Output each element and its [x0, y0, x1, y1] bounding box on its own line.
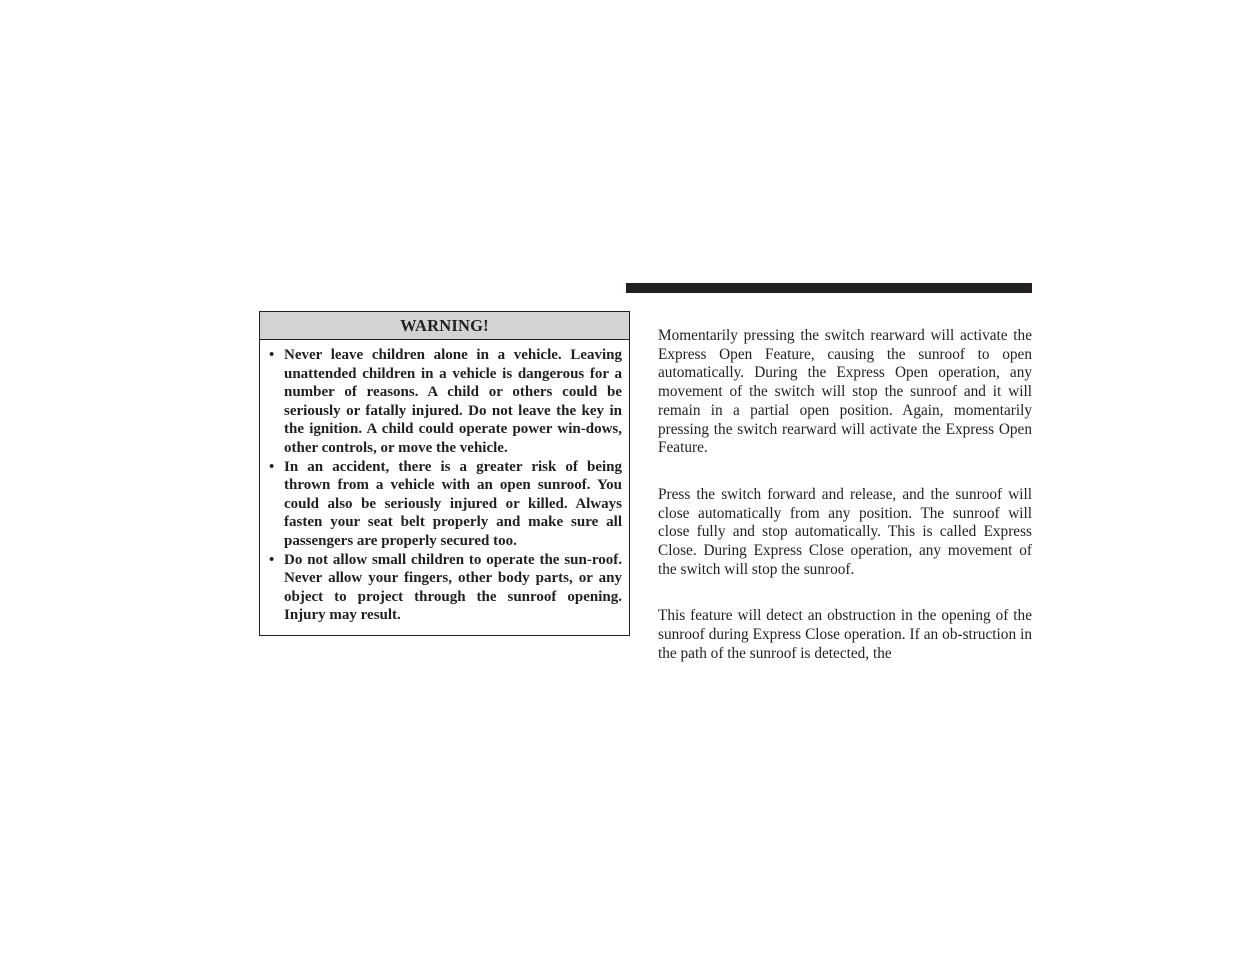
warning-item: [260, 458, 622, 551]
warning-box: [259, 311, 630, 636]
warning-item-text: In an accident, there is a greater risk of being thrown from a vehicle with an open sunroof. You could also be seriously injured or killed. Always fasten your seat belt properly and make sure all passengers are properly secured too.: [284, 458, 622, 549]
warning-item: [260, 346, 622, 458]
bullet-icon: •: [269, 347, 275, 363]
warning-item-text: Do not allow small children to operate the sun-roof. Never allow your fingers, other body parts, or any object to project through the sunroof opening. Injury may result.: [284, 551, 622, 624]
paragraph: This feature will detect an obstruction in the opening of the sunroof during Express Close operation. If an ob-struction in the path of the sunroof is detected, the: [658, 607, 1032, 662]
section-header-bar: [626, 283, 1032, 293]
paragraph: Momentarily pressing the switch rearward will activate the Express Open Feature, causing the sunroof to open automatically. During the Express Open operation, any movement of the switch will stop the sunroof and it will remain in a partial open position. Again, momentarily pressing the switch rearward will activate the Express Open Feature.: [658, 327, 1032, 457]
paragraph: Press the switch forward and release, and the sunroof will close automatically from any position. The sunroof will close fully and stop automatically. This is called Express Close. During Express Close operation, any movement of the switch will stop the sunroof.: [658, 485, 1032, 578]
warning-item-text: Never leave children alone in a vehicle. Leaving unattended children in a vehicle is dangerous for a number of reasons. A child or others could be seriously or fatally injured. Do not leave the key in the ignition. A child could operate power win-dows, other controls, or move the vehicle.: [284, 347, 622, 456]
bullet-icon: •: [269, 551, 275, 568]
bullet-icon: •: [269, 458, 275, 475]
body-text: [658, 327, 1032, 692]
warning-title: WARNING!: [260, 312, 629, 340]
warning-list: [260, 340, 629, 625]
warning-item: [260, 551, 622, 625]
